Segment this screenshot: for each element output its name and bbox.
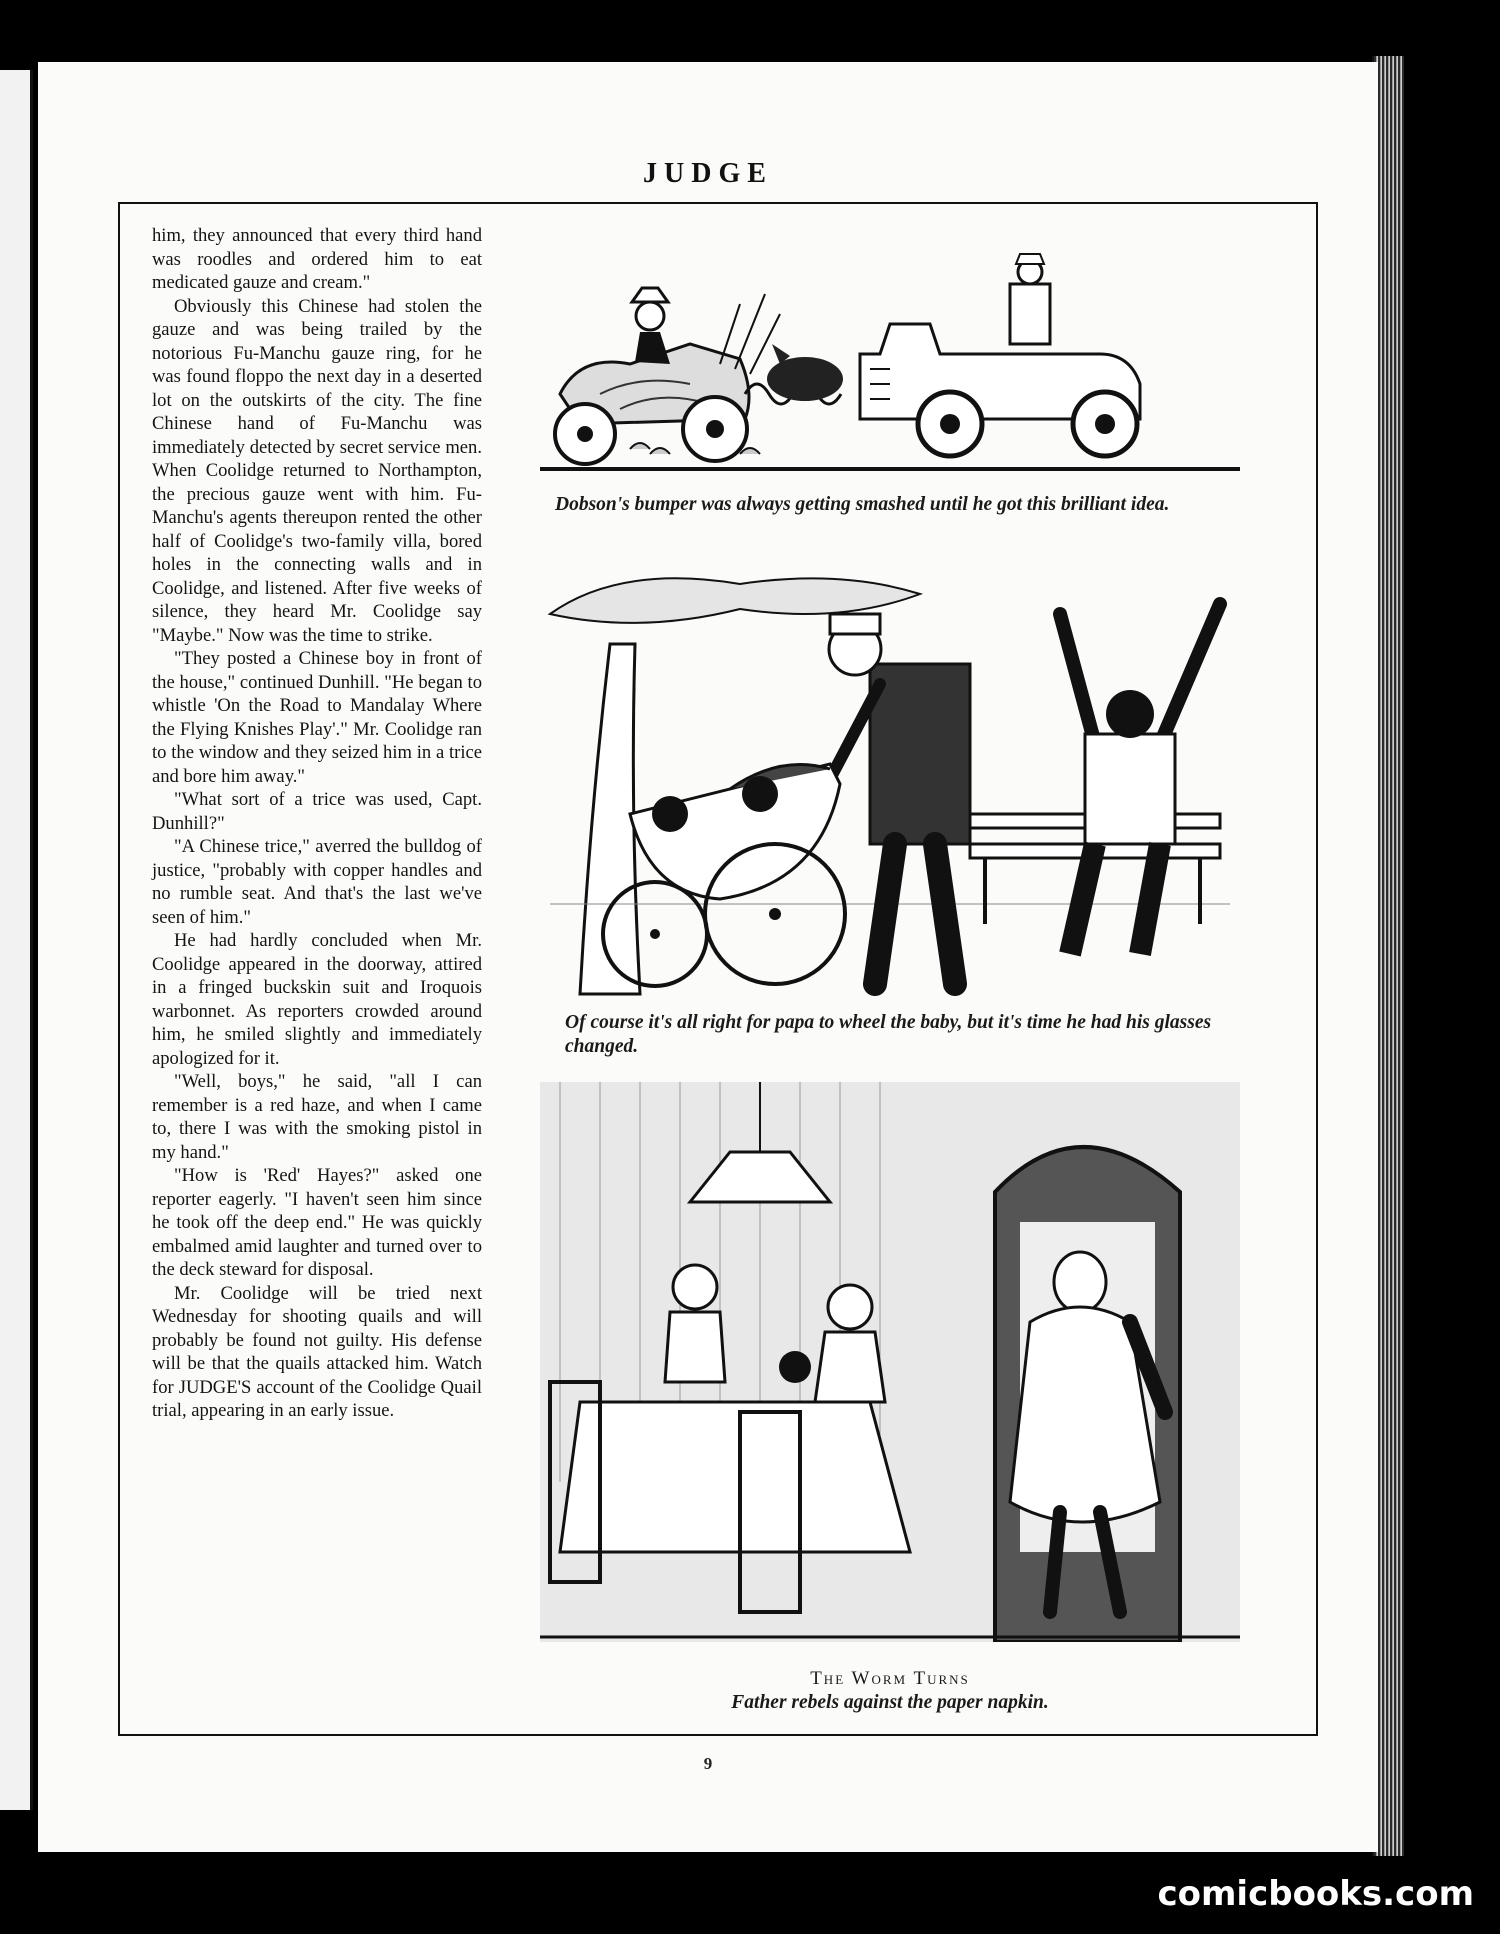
content-frame xyxy=(118,202,1318,1736)
cartoon-baby-carriage xyxy=(540,564,1240,1004)
cartoon-caption: Dobson's bumper was always getting smashed until he got this brilliant idea. xyxy=(555,494,1170,515)
watermark: comicbooks.com xyxy=(1157,1874,1474,1914)
article-paragraph: Mr. Coolidge will be tried next Wednesday for shooting quails and will probably be found not guilty. His defense will be that the quails attacked him. Watch for JUDGE'S account of the Coolidge Quail trial, appearing in an early issue. xyxy=(152,1282,482,1421)
article-paragraph: him, they announced that every third hand was roodles and ordered him to eat medicated gauze and cream." xyxy=(152,225,482,293)
car-bumper-illustration xyxy=(540,244,1240,479)
dining-room-illustration xyxy=(540,1082,1240,1642)
baby-carriage-illustration xyxy=(540,564,1240,1004)
cartoon-caption-block xyxy=(540,1667,1240,1715)
cartoon-title: The Worm Turns xyxy=(810,1668,970,1689)
article-paragraph: "How is 'Red' Hayes?" asked one reporter eagerly. "I haven't seen him since he took off the deep end." He was quickly embalmed amid laughter and turned over to the deck steward for disposal. xyxy=(152,1165,482,1280)
article-paragraph: "They posted a Chinese boy in front of the house," continued Dunhill. "He began to whistle 'On the Road to Mandalay Where the Flying Knishes Play'." Mr. Coolidge ran to the window and they seized him in a trice and bore him away." xyxy=(152,648,482,787)
page-title: JUDGE xyxy=(643,158,773,189)
article-paragraph: "Well, boys," he said, "all I can remember is a red haze, and when I came to, there I was with the smoking pistol in my hand." xyxy=(152,1071,482,1163)
article-column xyxy=(152,224,482,1423)
cartoon-caption: Father rebels against the paper napkin. xyxy=(731,1692,1049,1713)
left-page-edge xyxy=(0,70,33,1810)
cartoon-worm-turns xyxy=(540,1082,1240,1642)
cartoon-car-bumper xyxy=(540,244,1240,479)
article-paragraph: "A Chinese trice," averred the bulldog of justice, "probably with copper handles and no rumble seat. And that's the last we've seen of him." xyxy=(152,836,482,928)
article-paragraph: Obviously this Chinese had stolen the gauze and was being trailed by the notorious Fu-Manchu gauze ring, for he was found floppo the next day in a deserted lot on the outskirts of the city. The fine Chinese hand of Fu-Manchu was immediately detected by secret service men. When Coolidge returned to Northampton, the precious gauze went with him. Fu-Manchu's agents thereupon rented the other half of Coolidge's two-family villa, bored holes in the connecting walls and in Coolidge, and listened. After five weeks of silence, they heard Mr. Coolidge say "Maybe." Now was the time to strike. xyxy=(152,295,482,646)
page-number: 9 xyxy=(703,1754,713,1773)
article-paragraph: He had hardly concluded when Mr. Coolidge appeared in the doorway, attired in a fringed buckskin suit and Iroquois warbonnet. As reporters crowded around him, he smiled slightly and immediately apologized for it. xyxy=(152,930,482,1069)
magazine-page xyxy=(38,62,1378,1852)
cartoon-caption: Of course it's all right for papa to wheel the baby, but it's time he had his glasses changed. xyxy=(565,1012,1212,1057)
article-paragraph: "What sort of a trice was used, Capt. Dunhill?" xyxy=(152,789,482,834)
